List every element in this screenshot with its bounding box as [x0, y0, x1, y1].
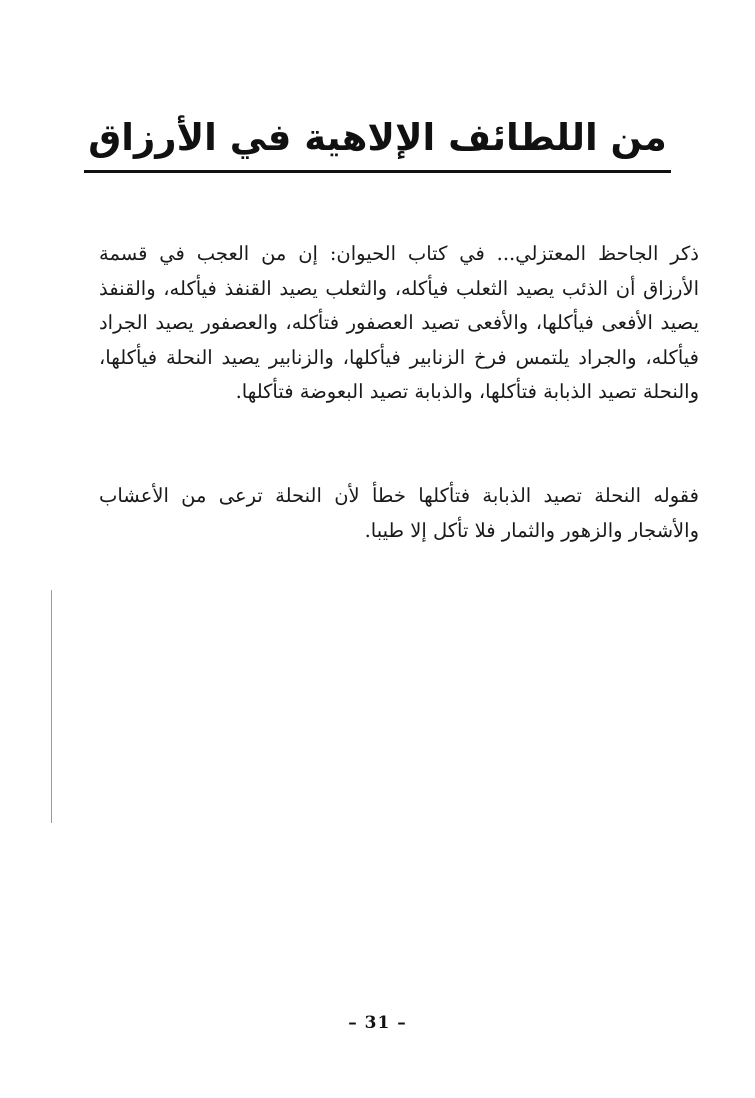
title-container [0, 108, 755, 173]
margin-rule [51, 590, 52, 823]
page-number: – 31 – [348, 1013, 407, 1033]
paragraph-1: ذكر الجاحظ المعتزلي... في كتاب الحيوان: إن من العجب في قسمة الأرزاق أن الذئب يصيد الثعلب فيأكله، والثعلب يصيد القنفذ فيأكله، والقنفذ يصيد الأفعى فيأكلها، والأفعى تصيد العصفور فتأكله، والعصفور يصيد الجراد فيأكله، والجراد يلتمس فرخ الزنابير فيأكلها، والزنابير يصيد النحلة فيأكلها، والنحلة تصيد الذبابة فتأكلها، والذبابة تصيد البعوضة فتأكلها. [99, 242, 699, 403]
paragraph-2: فقوله النحلة تصيد الذبابة فتأكلها خطأ لأن النحلة ترعى من الأعشاب والأشجار والزهور والثمار فلا تأكل إلا طيبا. [99, 484, 699, 542]
page-title: من اللطائف الإلاهية في الأرزاق [84, 108, 671, 173]
